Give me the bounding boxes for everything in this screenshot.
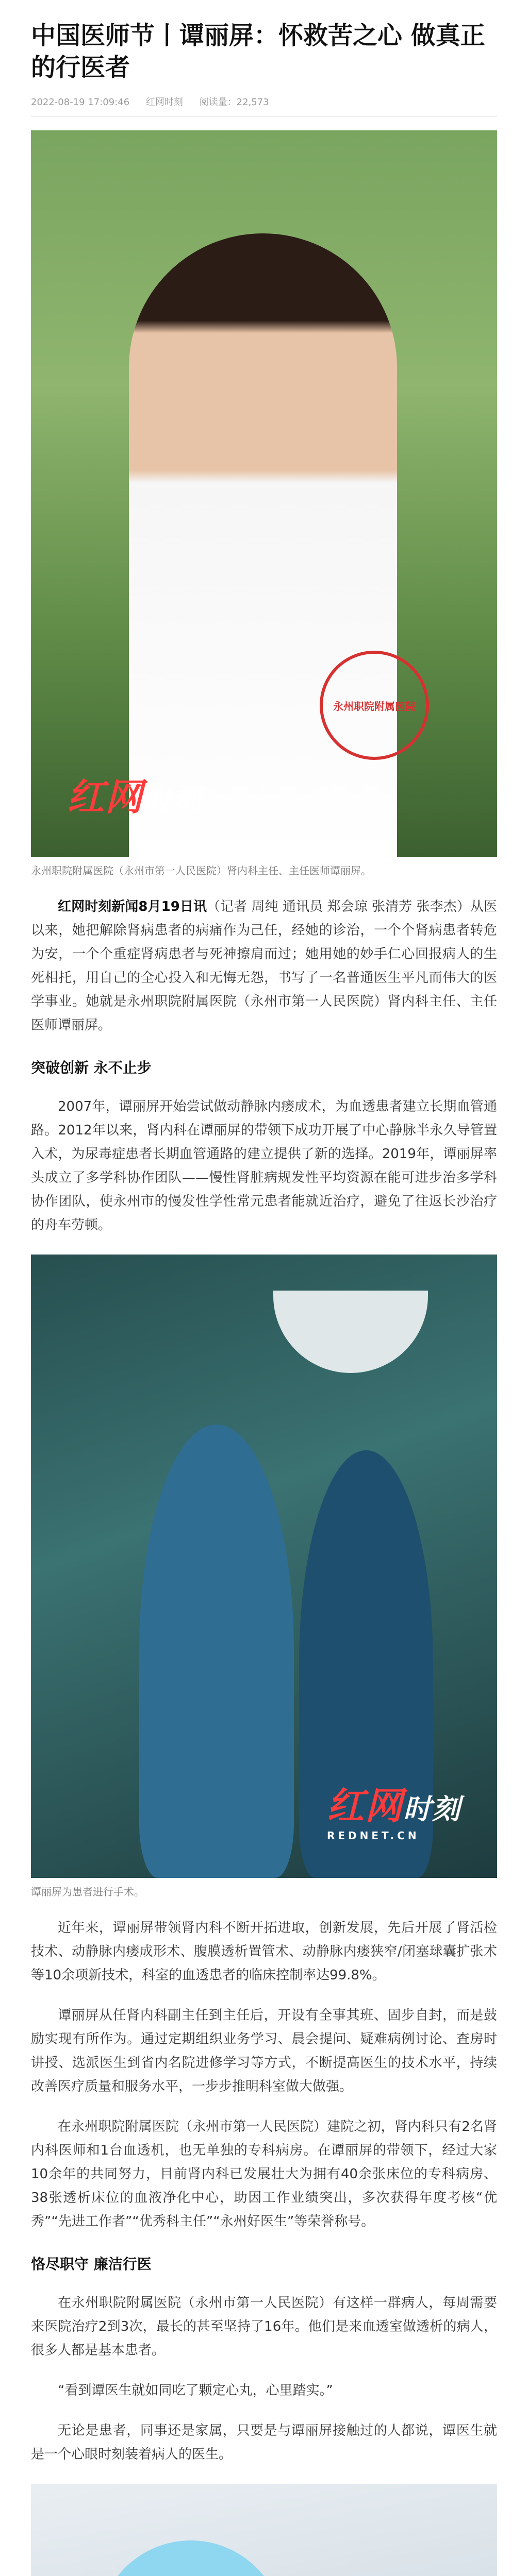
dateline: 红网时刻新闻8月19日讯 — [58, 899, 207, 914]
body-paragraph: 无论是患者，同事还是家属，只要是与谭丽屏接触过的人都说，谭医生就是一个心眼时刻装着病人的医生。 — [31, 2423, 497, 2462]
surgery-photo — [31, 1255, 497, 1878]
body-paragraph: 近年来，谭丽屏带领肾内科不断开拓进取，创新发展，先后开展了肾活检技术、动静脉内瘘成形术、腹膜透析置管术、动静脉内瘘狭窄/闭塞球囊扩张术等10余项新技术，科室的血透患者的临床控制率达99.8%。 — [31, 1920, 497, 1983]
ward-photo — [31, 2484, 497, 2576]
body-paragraph: 在永州职院附属医院（永州市第一人民医院）建院之初，肾内科只有2名肾内科医师和1台血透机，也无单独的专科病房。在谭丽屏的带领下，经过大家10余年的共同努力，目前肾内科已发展壮大为拥有40余张床位的专科病房、38张透析床位的血液净化中心，助因工作业绩突出，多次获得年度考核“优秀”“先进工作者”“优秀科主任”“永州好医生”等荣誉称号。 — [31, 2119, 497, 2229]
portrait-photo — [31, 130, 497, 857]
body-paragraph: 谭丽屏从任肾内科副主任到主任后，开设有全事其班、固步自封，而是鼓励实现有所作为。通过定期组织业务学习、晨会提问、疑难病例讨论、查房时讲授、选派医生到省内名院进修学习等方式，不断提高医生的技术水平，持续改善医疗质量和服务水平，一步步推明科室做大做强。 — [31, 2008, 497, 2094]
title-divider — [31, 116, 497, 117]
publish-date: 2022-08-19 17:09:46 — [31, 97, 130, 108]
article-title: 中国医师节丨谭丽屏：怀救苦之心 做真正的行医者 — [31, 21, 485, 82]
source-name: 红网时刻 — [145, 97, 183, 108]
rednet-watermark: 红网时刻 — [67, 775, 202, 819]
section-heading: 突破创新 永不止步 — [31, 1059, 152, 1076]
doctor-figure — [98, 2540, 284, 2576]
quote-paragraph: “看到谭医生就如同吃了颗定心丸，心里踏实。” — [58, 2383, 333, 2398]
surgeon-figure — [139, 1425, 294, 1878]
photo-caption: 永州职院附属医院（永州市第一人民医院）肾内科主任、主任医师谭丽屏。 — [31, 865, 371, 877]
lead-paragraph: 红网时刻新闻8月19日讯（记者 周纯 通讯员 郑会琼 张清芳 张李杰）从医以来，她把解除肾病患者的病痛作为己任，经她的诊治，一个个肾病患者转危为安，一个个重症肾病患者与死神擦肩而过；她用她的妙手仁心回报病人的生死相托，用自己的全心投入和无悔无怨，书写了一名普通医生平凡而伟大的医学事业。她就是永州职院附属医院（永州市第一人民医院）肾内科主任、主任医师谭丽屏。 — [31, 899, 497, 1033]
read-count: 阅读量：22,573 — [199, 97, 269, 108]
surgical-lamp — [273, 1291, 428, 1373]
doctor-figure — [129, 233, 397, 857]
rednet-watermark: 红网时刻 REDNET.CN — [326, 1784, 461, 1842]
body-paragraph: 2007年，谭丽屏开始尝试做动静脉内瘘成术，为血透患者建立长期血管通路。2012年以来，肾内科在谭丽屏的带领下成功开展了中心静脉半永久导管置入术，为尿毒症患者长期血管通路的建立提供了新的选择。2019年，谭丽屏率头成立了多学科协作团队——慢性肾脏病规发性平均资源在能可进步治多学科协作团队，使永州市的慢发性学性常元患者能就近治疗，避免了往返长沙治疗的舟车劳顿。 — [31, 1099, 497, 1233]
body-paragraph: 在永州职院附属医院（永州市第一人民医院）有这样一群病人，每周需要来医院治疗2到3次，最长的甚至坚持了16年。他们是来血透室做透析的病人，很多人都是基本患者。 — [31, 2295, 497, 2358]
article-meta — [31, 95, 497, 108]
article-container — [31, 0, 497, 2576]
section-heading: 恪尽职守 廉洁行医 — [31, 2256, 152, 2273]
hospital-badge: 永州职院附属医院 — [320, 651, 429, 760]
photo-caption: 谭丽屏为患者进行手术。 — [31, 1886, 144, 1898]
